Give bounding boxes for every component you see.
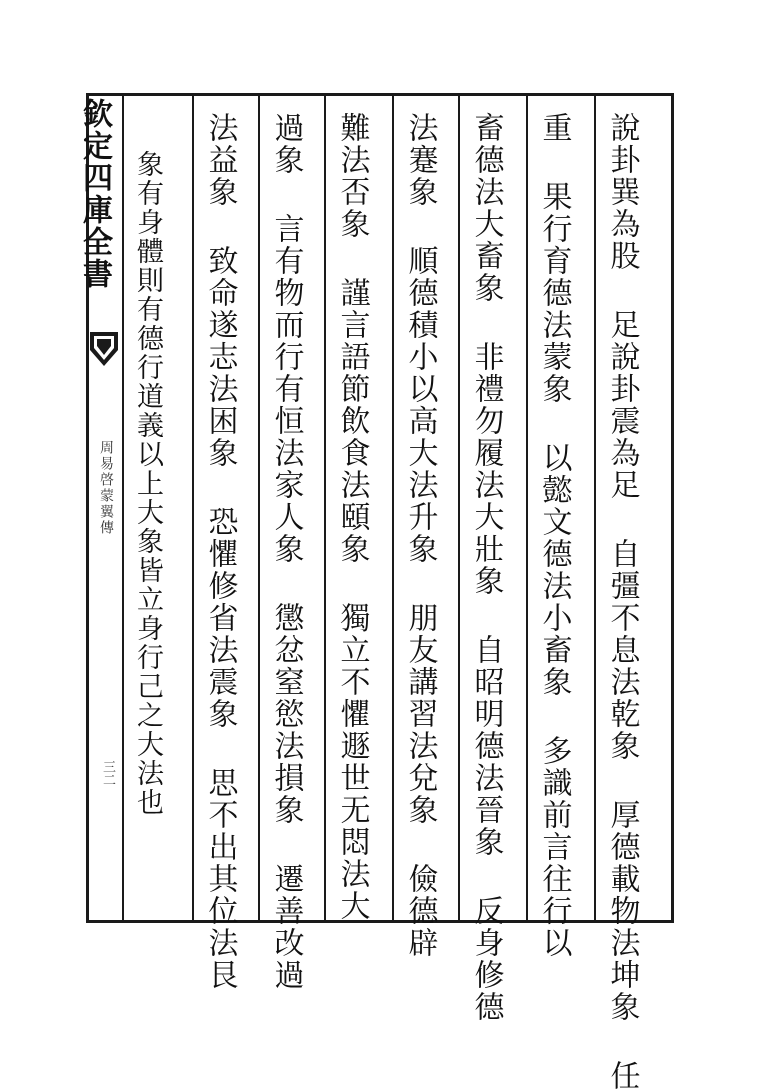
text-column-1: 說卦巽為股 足說卦震為足 自彊不息法乾象 厚德載物法坤象 任 (604, 112, 640, 1092)
column-rule (392, 93, 394, 923)
column-rule (258, 93, 260, 923)
column-rule (458, 93, 460, 923)
text-column-8: 象有身體則有德行道義以上大象皆立身行己之大法也 (132, 150, 163, 817)
page-frame (77, 93, 674, 1092)
section-title: 周易啓蒙翼傳 (98, 440, 114, 536)
text-column-7: 法益象 致命遂志法困象 恐懼修省法震象 思不出其位法艮 (202, 112, 238, 991)
fish-tail-mark-icon (88, 330, 120, 368)
column-rule (192, 93, 194, 923)
text-column-2: 重 果行育德法蒙象 以懿文德法小畜象 多識前言往行以 (536, 112, 572, 959)
page-number: 三二 (100, 760, 115, 786)
text-column-3: 畜德法大畜象 非禮勿履法大壯象 自昭明德法晉象 反身修德 (468, 112, 504, 1023)
column-rule (526, 93, 528, 923)
column-rule (324, 93, 326, 923)
text-column-6: 過象 言有物而行有恒法家人象 懲忿窒慾法損象 遷善改過 (268, 112, 304, 991)
text-column-5: 難法否象 謹言語節飲食法頤象 獨立不懼遯世无悶法大 (334, 112, 370, 922)
text-column-4: 法蹇象 順德積小以高大法升象 朋友講習法兌象 儉德辟 (402, 112, 438, 959)
book-title: 欽定四庫全書 (77, 98, 112, 290)
column-rule (122, 93, 124, 923)
column-rule (594, 93, 596, 923)
